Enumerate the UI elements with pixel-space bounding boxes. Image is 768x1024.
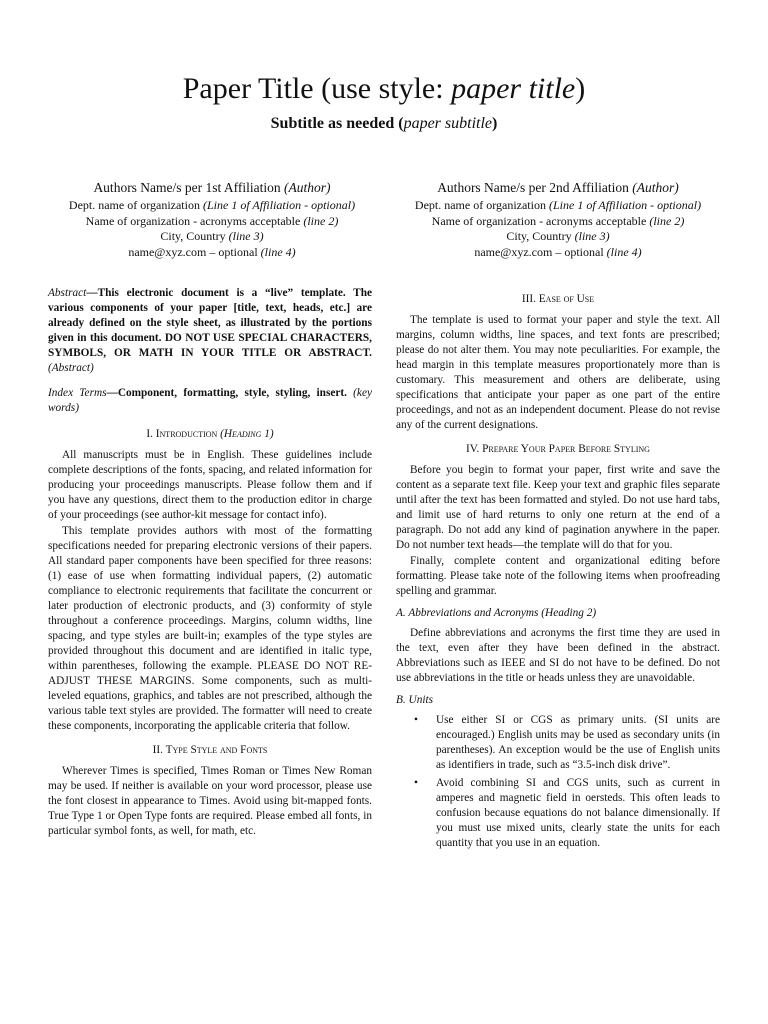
index-terms-text: —Component, formatting, style, styling, insert. [106, 387, 354, 399]
author-dept-tag: (Line 1 of Affiliation - optional) [202, 198, 356, 212]
author-block-2 [393, 179, 723, 260]
author-org-text: Name of organization - acronyms acceptable [85, 213, 304, 228]
left-column [48, 286, 372, 840]
abstract-text: —This electronic document is a “live” template. The various components of your paper [title, text, heads, etc.] are already defined on the style sheet, as illustrated by the portions given in this document. DO NOT USE SPECIAL CHARACTERS, SYMBOLS, OR MATH IN YOUR TITLE OR ABSTRACT. [48, 287, 372, 359]
author-dept-tag: (Line 1 of Affiliation - optional) [548, 198, 702, 212]
author-city-text: City, Country [506, 229, 575, 244]
author-city-tag: (line 3) [228, 229, 264, 244]
author-email-text: name@xyz.com – optional [128, 244, 261, 259]
heading-ease-of-use: III. Ease of Use [521, 293, 595, 305]
paragraph: Finally, complete content and organizational editing before formatting. Please take note of the following items when proofreading spelling and grammar. [396, 555, 720, 597]
units-list [396, 713, 720, 851]
paper-title-close: ) [575, 72, 586, 105]
bullet-icon: • [414, 777, 418, 789]
abstract-tag: (Abstract) [48, 362, 94, 374]
index-terms [48, 386, 372, 416]
author-city-tag: (line 3) [574, 229, 610, 244]
paper-subtitle-text: Subtitle as needed ( [270, 115, 404, 132]
author-org-2 [393, 214, 723, 230]
paragraph: Before you begin to format your paper, first write and save the content as a separate text file. Keep your text and graphic files separate until after the text has been formatted and styled. Do not use hard tabs, and limit use of hard returns to only one return at the end of a paragraph. Do not add any kind of pagination anywhere in the paper. Do not number text heads—the template will do that for you. [396, 464, 720, 551]
author-name-text: Authors Name/s per 1st Affiliation [93, 180, 285, 195]
author-org-1 [47, 214, 377, 230]
author-email-tag: (line 4) [260, 244, 296, 259]
paper-title-style: paper title [451, 72, 576, 105]
paper-subtitle [0, 114, 768, 134]
paper-subtitle-close: ) [492, 115, 498, 132]
author-city-2 [393, 229, 723, 245]
author-dept-1 [47, 198, 377, 214]
author-email-tag: (line 4) [606, 244, 642, 259]
author-name-text: Authors Name/s per 2nd Affiliation [437, 180, 633, 195]
right-column [396, 291, 720, 854]
heading-text: I. Introduction [146, 428, 221, 440]
list-item-text: Avoid combining SI and CGS units, such as current in amperes and magnetic field in oersteds. This often leads to confusion because equations do not balance dimensionally. If you must use mixed units, clearly state the units for each quantity that you use in an equation. [436, 777, 720, 849]
author-name-tag: (Author) [632, 180, 679, 195]
heading-prepare-paper: IV. Prepare Your Paper Before Styling [466, 443, 650, 455]
paragraph: This template provides authors with most of the formatting specifications needed for preparing electronic versions of their papers. All standard paper components have been specified for three reasons: (1) ease of use when formatting individual papers, (2) automatic compliance to electronic requirements that facilitate the concurrent or later production of electronic products, and (3) conformity of style throughout a conference proceedings. Margins, column widths, line spacing, and type styles are built-in; examples of the type styles are provided throughout this document and are identified in italic type, within parentheses, following the example. PLEASE DO NOT RE-ADJUST THESE MARGINS. Some components, such as multi-leveled equations, graphics, and tables are not prescribed, although the various table text styles are provided. The formatter will need to create these components, incorporating the applicable criteria that follow. [48, 525, 372, 732]
author-city-1 [47, 229, 377, 245]
author-org-text: Name of organization - acronyms acceptable [431, 213, 650, 228]
author-block-1 [47, 179, 377, 260]
abstract-label: Abstract [48, 287, 87, 299]
author-dept-text: Dept. name of organization [68, 198, 203, 212]
subheading-units: B. Units [396, 694, 434, 706]
author-org-tag: (line 2) [649, 213, 685, 228]
author-name-2 [393, 179, 723, 196]
author-name-1 [47, 179, 377, 196]
subheading-abbreviations: A. Abbreviations and Acronyms (Heading 2) [396, 607, 597, 619]
author-name-tag: (Author) [284, 180, 331, 195]
heading-style-tag: (Heading 1) [220, 428, 274, 440]
paragraph: Wherever Times is specified, Times Roman or Times New Roman may be used. If neither is available on your word processor, please use the font closest in appearance to Times. Avoid using bit-mapped fonts. True Type 1 or Open Type fonts are required. Please embed all fonts, in particular symbol fonts, as well, for math, etc. [48, 765, 372, 837]
author-org-tag: (line 2) [303, 213, 339, 228]
bullet-icon: • [414, 714, 418, 726]
author-email-text: name@xyz.com – optional [474, 244, 607, 259]
heading-introduction [48, 426, 372, 442]
index-terms-tag: (key words) [48, 387, 372, 414]
list-item [414, 776, 720, 851]
paper-subtitle-style: paper subtitle [403, 115, 492, 132]
paragraph: Define abbreviations and acronyms the first time they are used in the text, even after they have been defined in the abstract. Abbreviations such as IEEE and SI do not have to be defined. Do not use abbreviations in the title or heads unless they are unavoidable. [396, 627, 720, 684]
author-dept-text: Dept. name of organization [414, 198, 549, 212]
paper-title-text: Paper Title (use style: [182, 72, 452, 105]
author-email-1 [47, 245, 377, 261]
paragraph: All manuscripts must be in English. These guidelines include complete descriptions of the fonts, spacing, and related information for producing your proceedings manuscripts. Please follow them and if you have any questions, direct them to the production editor in charge of your proceedings (see author-kit message for contact info). [48, 449, 372, 521]
author-city-text: City, Country [160, 229, 229, 244]
abstract [48, 286, 372, 376]
paper-title [0, 70, 768, 108]
index-terms-label: Index Terms [48, 387, 107, 399]
list-item-text: Use either SI or CGS as primary units. (SI units are encouraged.) English units may be used as secondary units (in parentheses). An exception would be the use of English units as identifiers in trade, such as “3.5-inch disk drive”. [436, 714, 720, 771]
heading-type-style: II. Type Style and Fonts [152, 744, 268, 756]
author-dept-2 [393, 198, 723, 214]
paragraph: The template is used to format your paper and style the text. All margins, column widths, line spaces, and text fonts are prescribed; please do not alter them. You may note peculiarities. For example, the head margin in this template measures proportionately more than is customary. This measurement and others are deliberate, using specifications that anticipate your paper as one part of the entire proceedings, and not as an independent document. Please do not revise any of the current designations. [396, 314, 720, 431]
author-email-2 [393, 245, 723, 261]
list-item [414, 713, 720, 773]
